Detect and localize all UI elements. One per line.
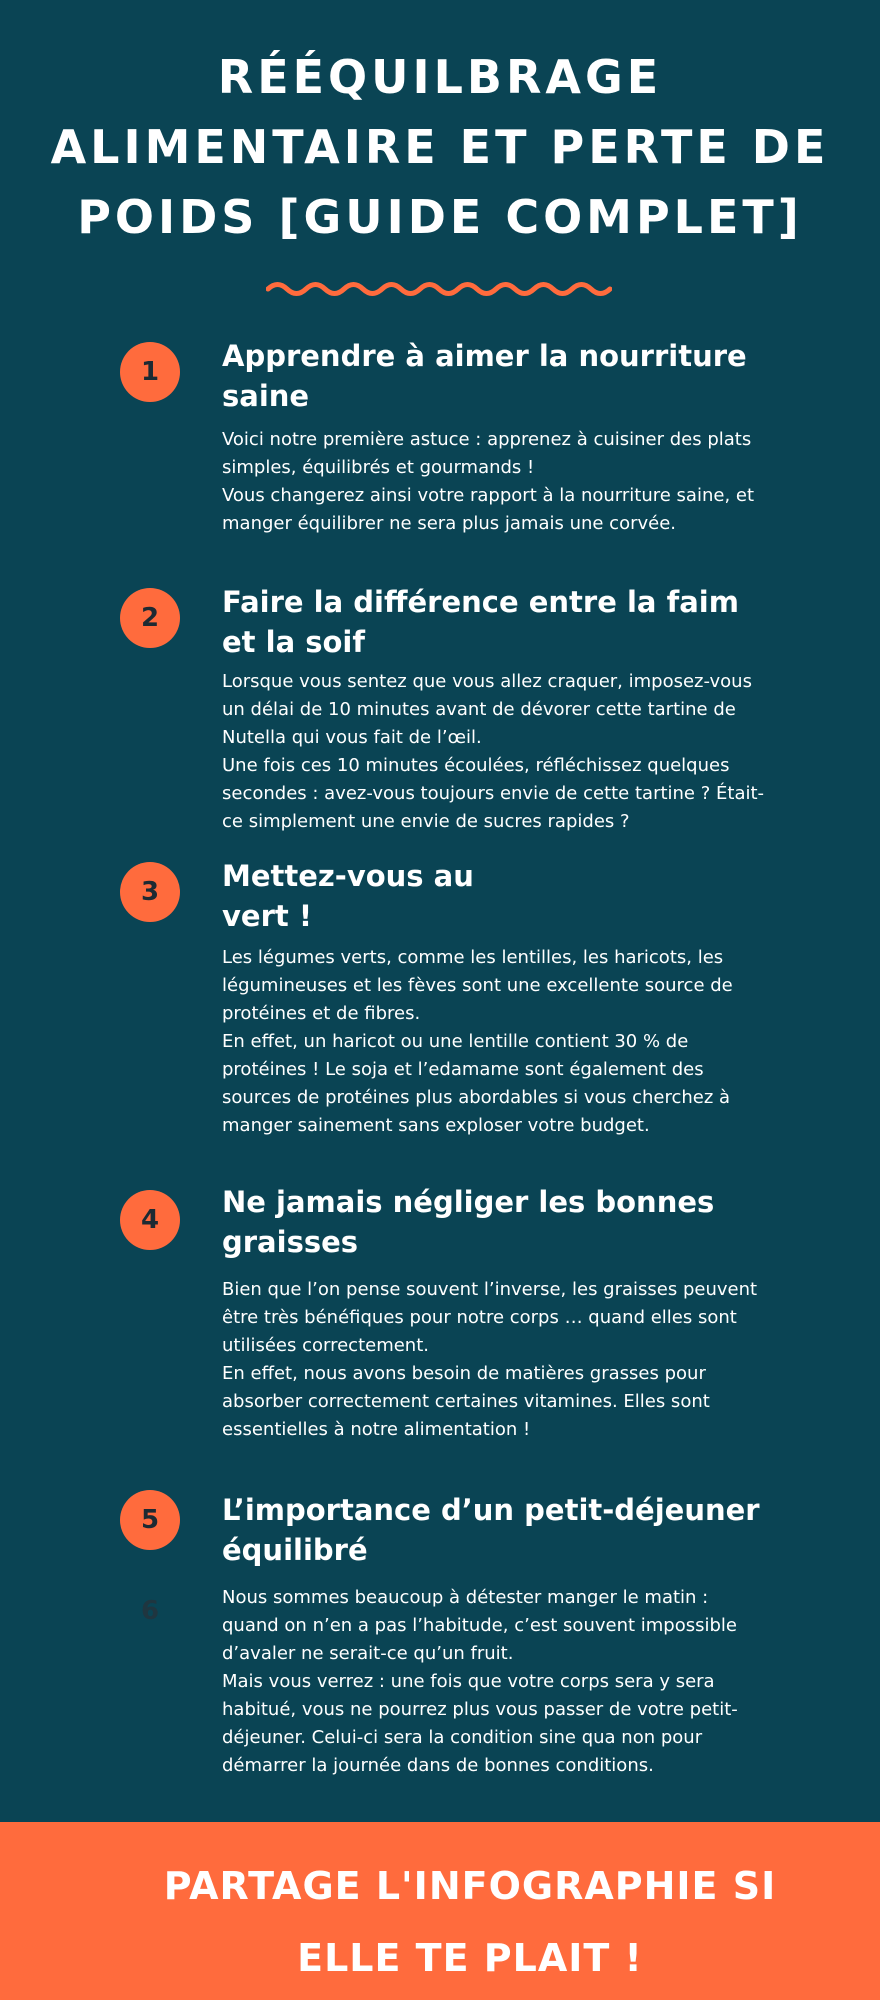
step-paragraph: Les légumes verts, comme les lentilles, les haricots, les légumineuses et les fèves sont une excellente source de protéines et de fibres. xyxy=(222,947,733,1024)
step-title: Ne jamais négliger les bonnes graisses xyxy=(222,1185,715,1259)
step-text xyxy=(222,944,770,1140)
step-text xyxy=(222,668,770,836)
step-title: Apprendre à aimer la nourriture saine xyxy=(222,339,747,413)
footer-banner xyxy=(0,1822,880,2000)
step-title: L’importance d’un petit-déjeuner équilibré xyxy=(222,1493,760,1567)
page-title: RÉÉQUILBRAGE ALIMENTAIRE ET PERTE DE POIDS [GUIDE COMPLET] xyxy=(50,50,830,244)
step-paragraph: En effet, un haricot ou une lentille contient 30 % de protéines ! Le soja et l’edamame sont également des sources de protéines plus abordables si vous cherchez à manger sainement sans exploser votre budget. xyxy=(222,1031,731,1136)
step-text xyxy=(222,1276,770,1444)
step-number-badge: 1 xyxy=(120,342,180,402)
step-paragraph: Bien que l’on pense souvent l’inverse, les graisses peuvent être très bénéfiques pour notre corps … quand elles sont utilisées correctement. xyxy=(222,1279,758,1356)
step-paragraph: Mais vous verrez : une fois que votre corps sera y sera habitué, vous ne pourrez plus vous passer de votre petit-déjeuner. Celui-ci sera la condition sine qua non pour démarrer la journée dans de bonnes conditions. xyxy=(222,1671,738,1776)
step-number-badge: 3 xyxy=(120,862,180,922)
step-number-badge: 5 xyxy=(120,1490,180,1550)
wave-line xyxy=(268,285,610,294)
wave-divider xyxy=(266,278,612,300)
step-text xyxy=(222,426,770,538)
step-paragraph: En effet, nous avons besoin de matières grasses pour absorber correctement certaines vitamines. Elles sont essentielles à notre alimentation ! xyxy=(222,1363,710,1440)
step-paragraph: Une fois ces 10 minutes écoulées, réfléchissez quelques secondes : avez-vous toujours envie de cette tartine ? Était-ce simplement une envie de sucres rapides ? xyxy=(222,755,765,832)
step-number-badge: 2 xyxy=(120,588,180,648)
step-title: Mettez-vous au vert ! xyxy=(222,859,474,933)
step-number-badge: 4 xyxy=(120,1190,180,1250)
step-text xyxy=(222,1584,770,1780)
footer-call-to-action: PARTAGE L'INFOGRAPHIE SI ELLE TE PLAIT ! xyxy=(163,1864,777,1980)
step-paragraph: Vous changerez ainsi votre rapport à la nourriture saine, et manger équilibrer ne sera plus jamais une corvée. xyxy=(222,485,755,534)
step-paragraph: Voici notre première astuce : apprenez à cuisiner des plats simples, équilibrés et gourmands ! xyxy=(222,429,752,478)
step-paragraph: Nous sommes beaucoup à détester manger le matin : quand on n’en a pas l’habitude, c’est souvent impossible d’avaler ne serait-ce qu’un fruit. xyxy=(222,1587,737,1664)
step-paragraph: Lorsque vous sentez que vous allez craquer, imposez-vous un délai de 10 minutes avant de dévorer cette tartine de Nutella qui vous fait de l’œil. xyxy=(222,671,752,748)
step-number-6: 6 xyxy=(140,1596,160,1626)
step-title: Faire la différence entre la faim et la soif xyxy=(222,585,739,659)
